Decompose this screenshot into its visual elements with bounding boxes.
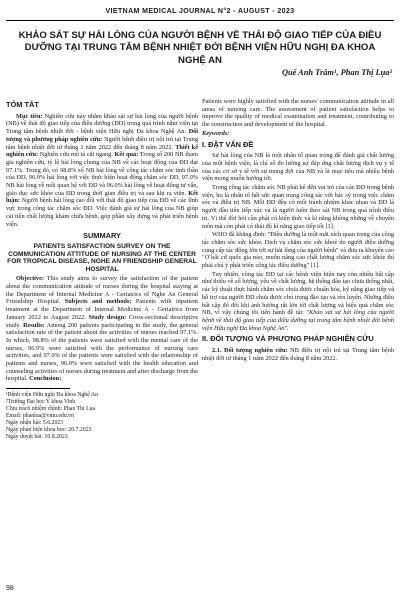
text-ket-luan: Người bệnh hài lòng cao đối với thái độ giao tiếp của ĐD về các lĩnh vực trong công tác chăm sóc ĐD. Việc đánh giá sự hài lòng của NB giúp cải tiến chất lượng khám chữa bệnh, góp phần xây dựng và phát triển bệnh viện. xyxy=(6,197,198,228)
summary-en-title: PATIENTS SATISFACTION SURVEY ON THE COMMUNICATION ATTITUDE OF NURSING AT THE CENTER FOR TROPICAL DISEASE, NGHE AN FRIENDSHIP GENERAL HOSPITAL xyxy=(7,242,197,273)
label-ket-luan: Kết luận: xyxy=(6,189,199,205)
left-column xyxy=(6,98,198,441)
footnote-1: ¹Bệnh viện Hữu nghị Đa khoa Nghệ An xyxy=(6,392,98,399)
label-subjects: Subjects and methods: xyxy=(64,298,132,306)
footnote-corresponding: Chịu trách nhiệm chính: Phan Thị Lụa xyxy=(6,406,96,413)
label-doi-tuong: Đối tượng và phương pháp nghiên cứu: xyxy=(6,128,199,143)
right-column xyxy=(202,98,394,364)
label-muc-tieu: Mục tiêu: xyxy=(16,112,43,120)
intro-paragraph-4-text: Tuy nhiên, công tác ĐD tại các bệnh viện hiện nay còn nhiều bất cập như thiếu về số lượng, yếu về chất lượng, hệ thống đào tạo chưa thống nhất, các kỹ thuật thực hành chăm sóc chưa được chuẩn hóa, kỹ năng giao tiếp và hỗ trợ của người ĐD chưa được chú trọng đào tạo và rèn luyện. Những điều bất cập đó đôi khi ảnh hưởng rất lớn tới chất lượng và hiệu quả chăm sóc NB, vì vậy chúng tôi tiến hành đề tài: xyxy=(202,270,394,317)
intro-paragraph-2: Trong công tác chăm sóc NB phải kể đến vai trò của các ĐD trong bệnh viện, họ là nhân tố hết sức quan trọng công tác với bác sỹ trong việc chăm sóc và điều trị NB. Mỗi ĐD đều có mối tránh nhiệm khác nhau và ĐD là người đầu tiên tiếp xúc và là người luôn theo sát NB trong quá trình điều trị. Vì thế đòi hỏi cần phải có kiến thức và kĩ năng không những về chuyên môn mà còn phải có thái độ kĩ năng giao tiếp tốt [1]. xyxy=(202,184,394,230)
footnote-2: ²Trường Đại học Y khoa Vinh xyxy=(6,399,76,406)
text-study-design: Cross-sectional descriptive study. xyxy=(6,313,198,329)
footnote-rule xyxy=(6,388,70,389)
footnote-received: Ngày nhận bài: 5.6.2023 xyxy=(6,420,64,427)
label-objective: Objective: xyxy=(16,275,44,283)
intro-paragraph-1: Sự hài lòng của NB là một nhân tố quan trọng để đánh giá chất lượng của một bệnh viện, là chỉ số đo lường sự đáp ứng chất lượng dịch vụ y tế của các cơ sở y tế với sự mong đợi của NB và là mục tiêu mà nhiều bệnh viện mong muốn hướng tới. xyxy=(202,152,394,183)
text-ket-qua: Trong số 200 NB tham gia nghiên cứu, tỷ lệ hài lòng chung của NB về các hoạt động của ĐD đạt 97.1%. Trong đó, có 98.8% số NB hài lòng về công tác chăm sóc tinh thần của ĐD, 96.9% hài lòng với việc thực hiện hoạt động chăm sóc ĐD, 97.0% NB hài lòng về mối quan hệ với ĐD và 96.0% hài lòng về hoạt động tư vấn, giáo dục sức khỏe của ĐD trong thời gian điều trị và sau khi ra viện. xyxy=(6,151,199,197)
page-number: 98 xyxy=(6,585,14,592)
summary-en-continuation: Patients were highly satisfied with the nurses' communication attitude in all areas of nursing care. The assessment of patient satisfaction helps to improve the quality of medical examination and treatment, contributing to the construction and development of the hospital. xyxy=(202,98,394,129)
header-rule xyxy=(6,20,394,21)
methods-heading: II. ĐỐI TƯỢNG VÀ PHƯƠNG PHÁP NGHIÊN CỨU xyxy=(202,334,374,344)
summary-en-heading: SUMMARY xyxy=(83,231,121,241)
footnote-accepted: Ngày duyệt bài: 10.8.2023 xyxy=(6,434,68,441)
label-study-design: Study design: xyxy=(88,313,127,321)
methods-subjects-text: NB điều trị nội trú tại Trung tâm bệnh nhiệt đới từ tháng 1 năm 2022 đến tháng 8 năm 2022. xyxy=(202,347,394,362)
summary-en-body xyxy=(6,275,198,383)
article-title: KHẢO SÁT SỰ HÀI LÒNG CỦA NGƯỜI BỆNH VỀ THÁI ĐỘ GIAO TIẾP CỦA ĐIỀU DƯỠNG TẠI TRUNG TÂM BỆNH NHIỆT ĐỚI BỆNH VIỆN HỮU NGHỊ ĐA KHOA NGHỆ AN xyxy=(18,30,382,66)
text-subjects: Patients with inpatient treatment at the Department of Internal Medicine A - Geriatrics from January 2022 to August 2022. xyxy=(6,298,198,321)
journal-running-header: VIETNAM MEDICAL JOURNAL N°2 - AUGUST - 2023 xyxy=(105,8,295,15)
label-thiet-ke: Thiết kế nghiên cứu: xyxy=(6,143,198,159)
text-objective: This study aims to survey the satisfaction of the patient about the communication attitude of nurses during the hospital staying at the Department of Internal Medicine A - Geriatrics of Nghe An General Friendship Hospital. xyxy=(6,275,198,306)
abstract-vi-objective xyxy=(6,113,198,229)
label-results: Results: xyxy=(23,321,45,329)
footnote-reviewed: Ngày phản biện khoa học: 20.7.2023 xyxy=(6,427,92,434)
label-ket-qua: Kết quả: xyxy=(114,151,139,159)
text-doi-tuong: Người bệnh điều trị nội trú tại Trung tâm bệnh nhiệt đới từ tháng 1 năm 2022 đến tháng 8 năm 2022. xyxy=(6,135,198,151)
methods-subheading: 2.1. Đối tượng nghiên cứu: xyxy=(212,347,288,355)
text-muc-tieu: Nghiên cứu này nhằm khảo sát sự hài lòng của người bệnh (NB) về thái độ giao tiếp của điều dưỡng (ĐD) trong quá trình nằm viện tại Trung tâm bệnh nhiệt đới - bệnh viện Hữu nghị Đa khoa Nghệ An. xyxy=(6,112,198,136)
text-thiet-ke: Nghiên cứu mô tả cắt ngang. xyxy=(38,151,113,159)
text-results: Among 200 patients participating in the study, the general satisfaction rate of the patient about the activities of nurses reached 97.1%. In which, 98.8% of the patients were satisfied with the mental care of the nurses, 96.9% were satisfied with the performance of nursing care activities, and 97.0% of the patients were satisfied with the relationship of patients and nurses, 96.0% were satisfied with the health education and counseling activities of nurses during treatment and after discharge from the hospital. xyxy=(6,321,198,383)
keywords xyxy=(202,130,394,138)
intro-heading: I. ĐẶT VẤN ĐỀ xyxy=(202,139,254,149)
methods-subjects xyxy=(202,347,394,362)
footnote-email: Email: phanlua@vmu.edu.vn xyxy=(6,413,74,420)
intro-paragraph-4 xyxy=(202,271,394,333)
abstract-vi-heading: TÓM TẮT xyxy=(6,100,39,109)
intro-paragraph-3: WHO đã khẳng định: "Điều dưỡng là một mắt xích quan trọng của công tác chăm sóc sức khỏe. Dịch vụ chăm sóc sức khoẻ do người điều dưỡng cung cấp tác động lớn tới sự hài lòng của người bệnh" và đưa ra khuyến cáo "Ở bất cứ quốc gia nào, muốn nâng cao chất lượng chăm sóc sức khỏe thì phải chú ý phát triển công tác điều dưỡng" [1]. xyxy=(202,231,394,270)
label-conclusion: Conclusion: xyxy=(29,375,62,383)
study-title-quote: "Khảo sát sự hài lòng của người bệnh về thái độ giao tiếp của điều dưỡng tại trung tâm bệnh nhiệt đới bệnh viện Hữu nghị Đa khoa Nghệ An". xyxy=(202,309,394,332)
keywords-label: Keywords: xyxy=(202,129,230,137)
article-authors: Quế Anh Trâm¹, Phan Thị Lụa² xyxy=(281,68,392,77)
